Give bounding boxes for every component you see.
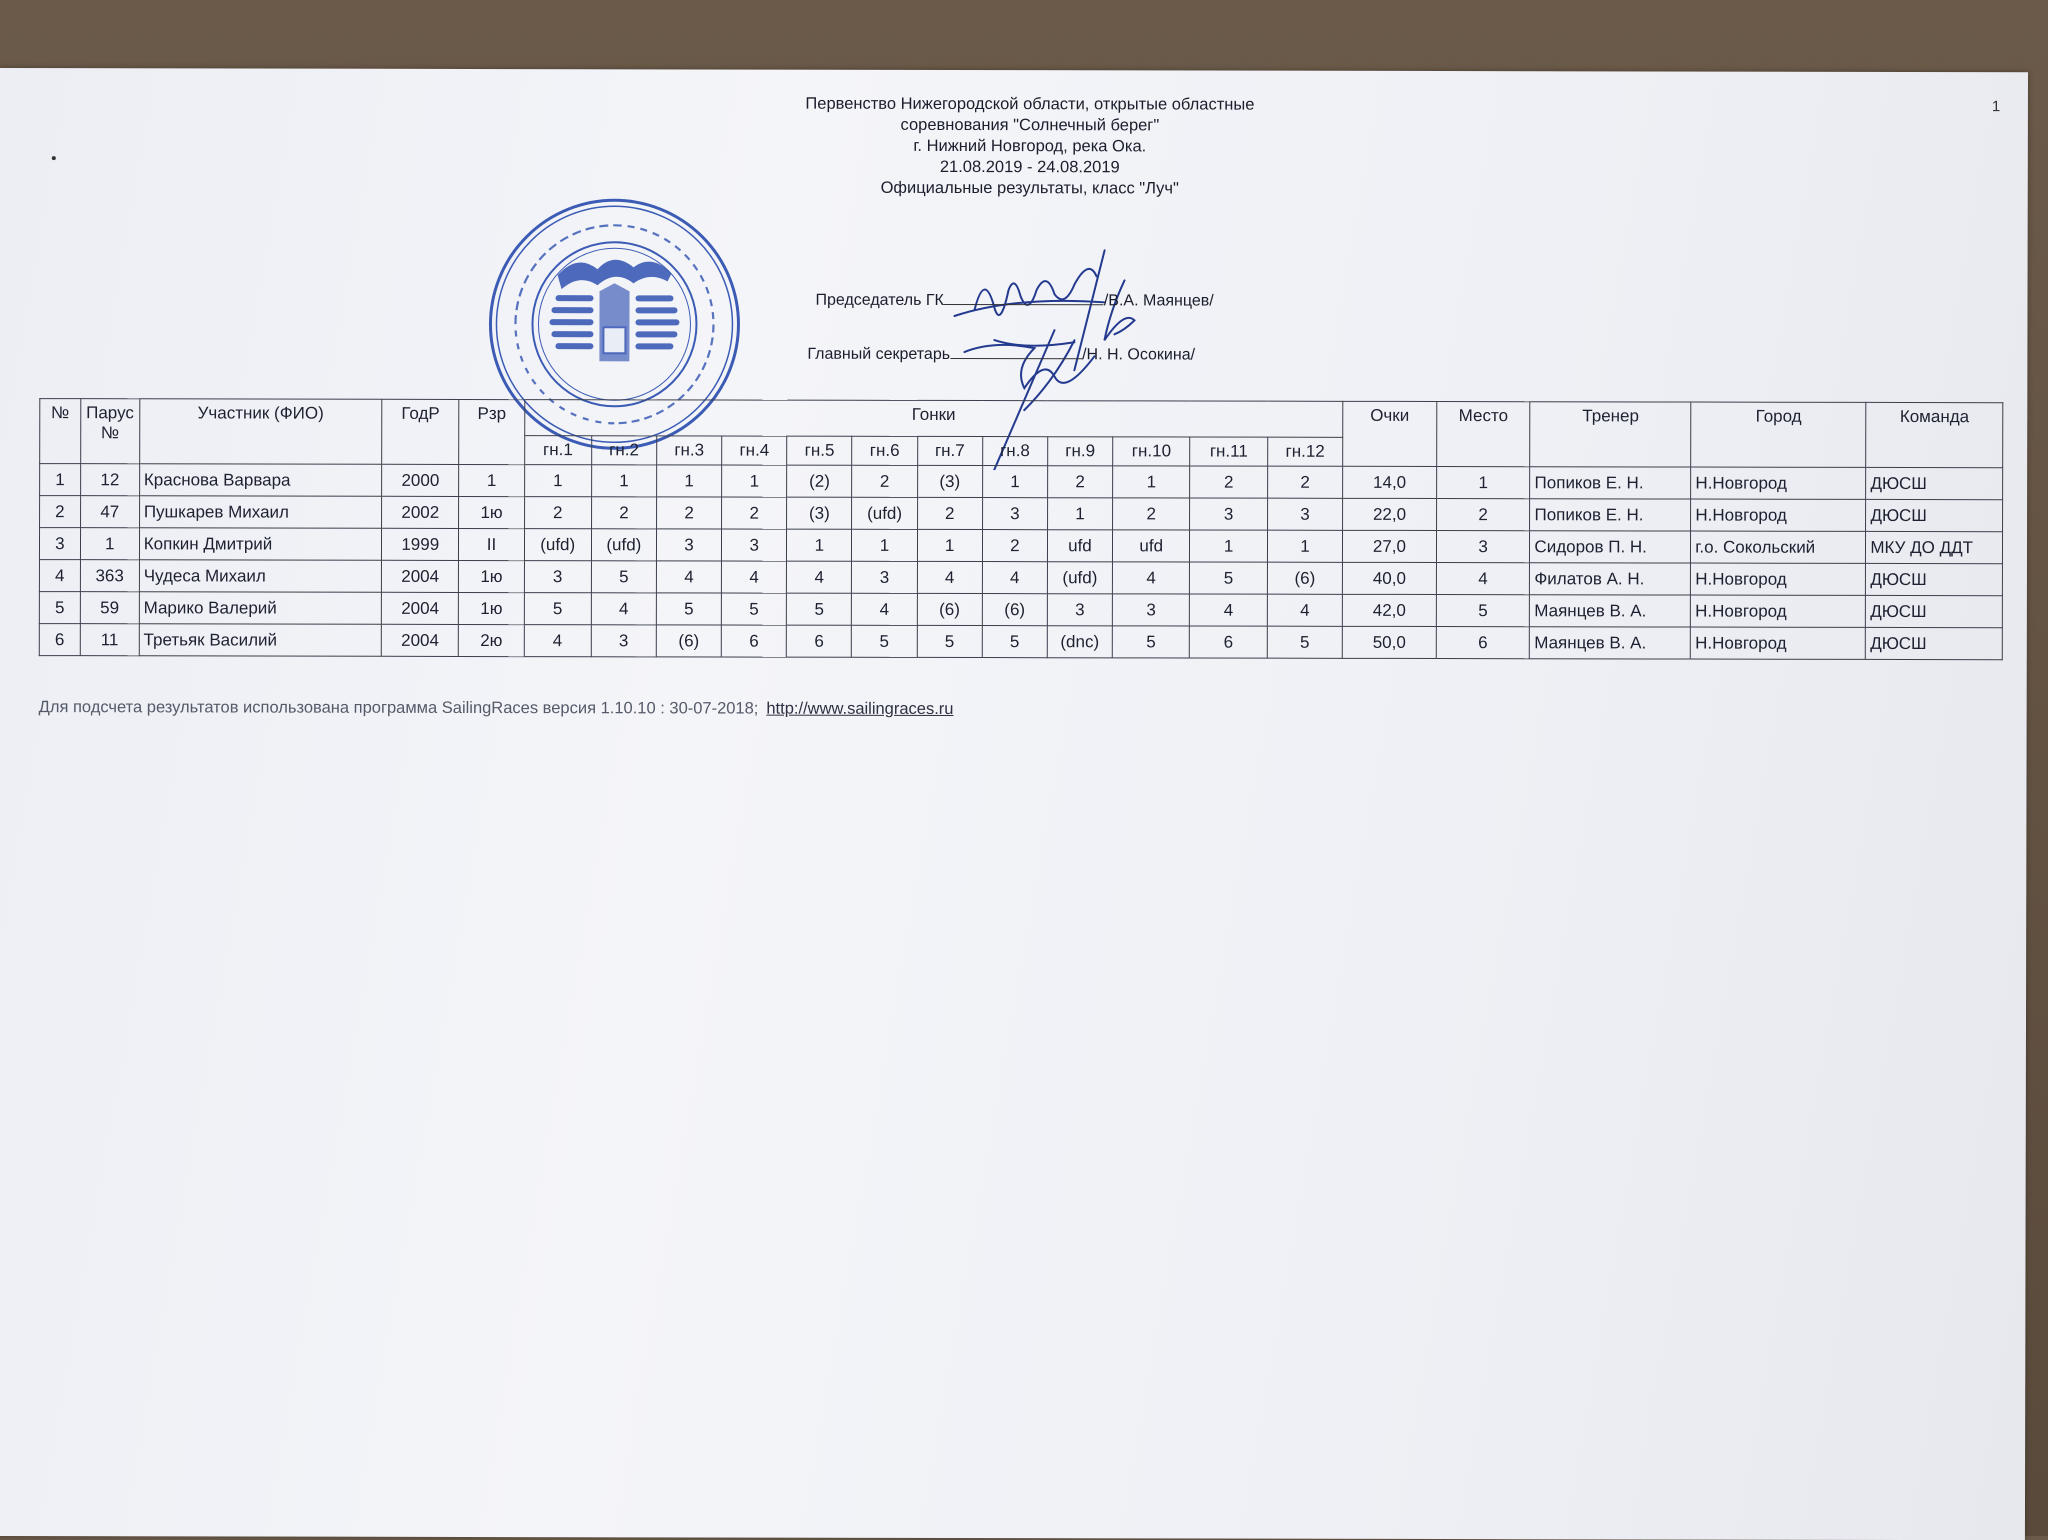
results-table: [39, 398, 2004, 660]
place: 5: [1436, 595, 1530, 627]
race-result-12: 1: [1267, 530, 1342, 562]
secretary-signature-line: [807, 344, 1195, 365]
race-header-3: гн.3: [657, 436, 722, 465]
participant-name: Третьяк Василий: [139, 624, 381, 657]
birth-year: 2004: [381, 560, 458, 592]
race-result-3: 2: [656, 497, 721, 529]
sport-rank: 1ю: [459, 592, 524, 624]
city: Н.Новгород: [1691, 499, 1866, 531]
team: ДЮСШ: [1866, 595, 2003, 627]
sport-rank: 1ю: [459, 560, 524, 592]
race-result-1: 5: [524, 593, 591, 625]
sailingraces-link[interactable]: http://www.sailingraces.ru: [766, 699, 954, 718]
points: 42,0: [1342, 594, 1436, 626]
race-result-9: (dnc): [1047, 626, 1112, 658]
race-result-3: 1: [657, 465, 722, 497]
race-result-2: (ufd): [591, 529, 656, 561]
race-result-1: 3: [524, 561, 591, 593]
table-row: [40, 496, 2003, 532]
birth-year: 2004: [381, 624, 458, 656]
race-result-10: ufd: [1113, 530, 1190, 562]
race-result-3: 5: [656, 593, 721, 625]
birth-year: 1999: [382, 528, 459, 560]
row-number: 2: [40, 496, 81, 528]
place: 3: [1436, 531, 1530, 563]
race-result-7: 1: [917, 529, 982, 561]
race-result-2: 5: [591, 561, 656, 593]
race-result-2: 4: [591, 593, 656, 625]
points: 22,0: [1343, 498, 1437, 530]
points: 50,0: [1342, 626, 1436, 658]
row-number: 5: [39, 592, 80, 624]
table-row: [40, 464, 2003, 500]
race-result-5: 5: [787, 593, 852, 625]
race-result-5: 4: [787, 561, 852, 593]
secretary-label: Главный секретарь: [807, 345, 951, 363]
race-result-12: 2: [1267, 466, 1342, 498]
race-result-5: 1: [787, 529, 852, 561]
city: Н.Новгород: [1691, 595, 1866, 627]
place: 1: [1436, 467, 1530, 499]
place: 4: [1436, 563, 1530, 595]
chair-name: /В.А. Маянцев/: [1103, 292, 1214, 310]
header-row: [40, 399, 2003, 439]
race-header-1: гн.1: [524, 436, 591, 465]
row-number: 1: [40, 464, 81, 496]
race-result-4: 5: [721, 593, 786, 625]
sport-rank: 1ю: [459, 496, 524, 528]
birth-year: 2000: [382, 464, 459, 496]
col-num: №: [40, 399, 81, 464]
participant-name: Краснова Варвара: [139, 464, 381, 497]
participant-name: Марико Валерий: [139, 592, 381, 625]
race-result-4: 2: [722, 497, 787, 529]
team: ДЮСШ: [1866, 499, 2003, 531]
footer-note: [39, 698, 954, 719]
sail-number: 363: [80, 560, 139, 592]
coach-name: Маянцев В. А.: [1530, 595, 1691, 627]
race-result-11: 1: [1190, 530, 1267, 562]
row-number: 4: [39, 560, 80, 592]
race-result-4: 1: [722, 465, 787, 497]
race-result-12: 5: [1267, 626, 1342, 658]
page-number: 1: [1991, 98, 2001, 116]
place: 2: [1436, 499, 1530, 531]
place: 6: [1436, 627, 1530, 659]
results-sheet: [0, 68, 2028, 1540]
race-result-5: (2): [787, 465, 852, 497]
race-result-8: 4: [982, 562, 1047, 594]
chair-signature-field: [944, 290, 1104, 305]
race-result-2: 2: [591, 497, 656, 529]
table-row: [39, 528, 2002, 564]
race-result-8: (6): [982, 594, 1047, 626]
sport-rank: 2ю: [459, 624, 524, 656]
race-result-11: 4: [1190, 594, 1267, 626]
col-participant: Участник (ФИО): [139, 399, 381, 465]
col-coach: Тренер: [1530, 402, 1691, 467]
race-result-8: 1: [982, 466, 1047, 498]
city: Н.Новгород: [1691, 627, 1866, 659]
points: 14,0: [1343, 466, 1437, 498]
birth-year: 2004: [381, 592, 458, 624]
sail-number: 59: [80, 592, 139, 624]
race-result-4: 4: [722, 561, 787, 593]
participant-name: Чудеса Михаил: [139, 560, 381, 593]
race-result-4: 3: [722, 529, 787, 561]
col-sail: Парус №: [80, 399, 139, 464]
coach-name: Филатов А. Н.: [1530, 563, 1691, 595]
city: Н.Новгород: [1691, 467, 1866, 499]
race-result-6: 3: [852, 561, 917, 593]
race-result-1: (ufd): [524, 529, 591, 561]
header-line-5: Официальные результаты, класс "Луч": [880, 178, 1179, 198]
race-result-6: (ufd): [852, 497, 917, 529]
document-header: [740, 94, 1320, 200]
coach-name: Сидоров П. Н.: [1530, 531, 1691, 563]
race-result-10: 5: [1112, 626, 1189, 658]
race-result-7: 4: [917, 561, 982, 593]
race-result-12: 4: [1267, 594, 1342, 626]
sport-rank: II: [459, 528, 524, 560]
race-result-9: 3: [1047, 594, 1112, 626]
race-result-12: (6): [1267, 562, 1342, 594]
race-result-6: 4: [852, 593, 917, 625]
race-result-11: 5: [1190, 562, 1267, 594]
race-result-5: 6: [787, 625, 852, 657]
sail-number: 11: [80, 624, 139, 656]
race-result-1: 2: [524, 497, 591, 529]
team: ДЮСШ: [1866, 467, 2003, 499]
race-result-6: 1: [852, 529, 917, 561]
col-races: Гонки: [524, 400, 1343, 438]
team: ДЮСШ: [1866, 563, 2003, 595]
points: 40,0: [1343, 562, 1437, 594]
race-result-7: 2: [917, 497, 982, 529]
city: Н.Новгород: [1691, 563, 1866, 595]
col-city: Город: [1691, 402, 1866, 467]
coach-name: Попиков Е. Н.: [1530, 467, 1691, 499]
table-row: [39, 624, 2002, 660]
race-result-3: 4: [656, 561, 721, 593]
row-number: 3: [39, 528, 80, 560]
race-result-10: 4: [1112, 562, 1189, 594]
col-place: Место: [1436, 402, 1530, 467]
race-result-12: 3: [1267, 498, 1342, 530]
race-result-7: (3): [917, 465, 982, 497]
city: г.о. Сокольский: [1691, 531, 1866, 563]
race-result-10: 3: [1112, 594, 1189, 626]
race-header-5: гн.5: [787, 436, 852, 465]
participant-name: Копкин Дмитрий: [139, 528, 381, 561]
race-header-2: гн.2: [591, 436, 656, 465]
team: МКУ ДО ДДТ: [1866, 531, 2003, 563]
race-result-5: (3): [787, 497, 852, 529]
coach-name: Маянцев В. А.: [1530, 627, 1691, 659]
race-result-9: 2: [1047, 466, 1112, 498]
race-result-6: 5: [852, 625, 917, 657]
coach-name: Попиков Е. Н.: [1530, 499, 1691, 531]
race-result-8: 5: [982, 626, 1047, 658]
team: ДЮСШ: [1866, 627, 2003, 659]
race-header-9: гн.9: [1048, 437, 1113, 466]
race-result-4: 6: [721, 625, 786, 657]
race-result-10: 1: [1113, 466, 1190, 498]
race-header-12: гн.12: [1267, 437, 1342, 466]
secretary-name: /Н. Н. Осокина/: [1082, 346, 1196, 364]
results-body: [39, 464, 2002, 660]
col-year: ГодР: [382, 399, 460, 464]
race-result-1: 1: [524, 465, 591, 497]
sail-number: 1: [80, 528, 139, 560]
paper-mark: [52, 156, 56, 160]
race-header-4: гн.4: [722, 436, 787, 465]
race-result-9: (ufd): [1047, 562, 1112, 594]
race-result-11: 3: [1190, 498, 1267, 530]
chair-label: Председатель ГК: [815, 291, 944, 309]
race-result-1: 4: [524, 625, 591, 657]
race-result-2: 1: [591, 465, 656, 497]
sail-number: 47: [80, 496, 139, 528]
race-result-6: 2: [852, 465, 917, 497]
table-row: [39, 560, 2002, 596]
chair-signature-line: [815, 290, 1213, 311]
points: 27,0: [1343, 530, 1437, 562]
header-line-4: 21.08.2019 - 24.08.2019: [939, 157, 1120, 177]
race-header-11: гн.11: [1190, 437, 1267, 466]
race-result-7: 5: [917, 625, 982, 657]
race-result-9: ufd: [1047, 530, 1112, 562]
birth-year: 2002: [382, 496, 459, 528]
race-header-6: гн.6: [852, 436, 917, 465]
header-line-3: г. Нижний Новгород, река Ока.: [913, 136, 1147, 156]
col-team: Команда: [1866, 402, 2003, 467]
header-line-2: соревнования "Солнечный берег": [900, 115, 1160, 135]
race-header-10: гн.10: [1113, 437, 1190, 466]
race-header-7: гн.7: [917, 436, 982, 465]
row-number: 6: [39, 624, 80, 656]
race-result-8: 2: [982, 530, 1047, 562]
header-line-1: Первенство Нижегородской области, открытые областные: [805, 94, 1255, 114]
race-result-10: 2: [1113, 498, 1190, 530]
race-result-11: 2: [1190, 466, 1267, 498]
footer-text: Для подсчета результатов использована программа SailingRaces версия 1.10.10 : 30-07-2018;: [38, 698, 759, 718]
race-result-11: 6: [1190, 626, 1267, 658]
race-result-2: 3: [591, 625, 656, 657]
race-header-8: гн.8: [982, 437, 1047, 466]
secretary-signature-field: [950, 344, 1082, 359]
race-result-9: 1: [1047, 498, 1112, 530]
participant-name: Пушкарев Михаил: [139, 496, 381, 529]
race-result-3: (6): [656, 625, 721, 657]
race-result-7: (6): [917, 593, 982, 625]
sport-rank: 1: [459, 464, 524, 496]
race-result-8: 3: [982, 498, 1047, 530]
col-rank: Рзр: [459, 399, 524, 464]
table-row: [39, 592, 2002, 628]
race-result-3: 3: [656, 529, 721, 561]
sail-number: 12: [80, 464, 139, 496]
col-points: Очки: [1343, 401, 1437, 466]
